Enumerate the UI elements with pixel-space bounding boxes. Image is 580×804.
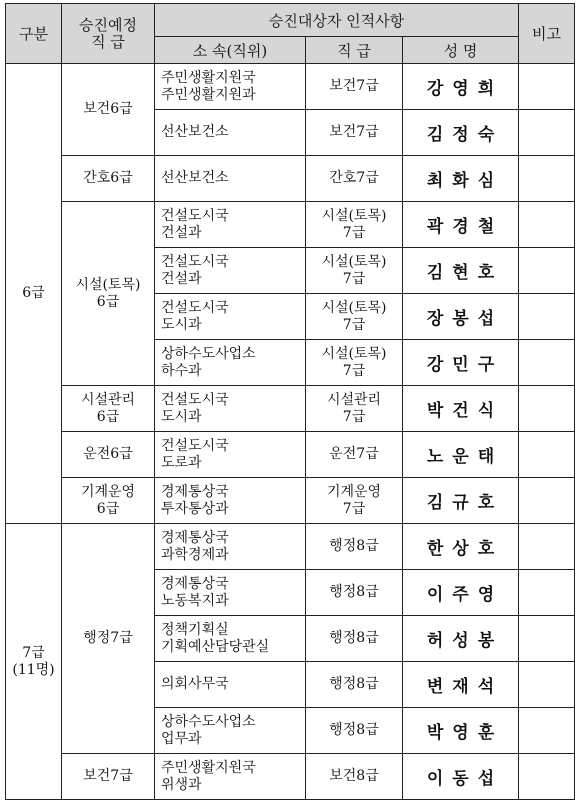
target-grade-line: 간호6급	[83, 170, 133, 186]
remarks-cell	[519, 570, 575, 616]
remarks-cell	[519, 478, 575, 524]
current-grade-line: 시설(토목)	[321, 253, 387, 270]
current-grade-line: 행정8급	[329, 630, 379, 646]
current-grade-line: 보건7급	[329, 78, 379, 94]
target-grade-cell	[62, 202, 155, 386]
remarks-cell	[519, 340, 575, 386]
header-remarks: 비고	[519, 4, 575, 64]
header-current-grade: 직 급	[306, 37, 403, 64]
affiliation-line: 경제통상국	[161, 529, 229, 546]
name-cell: 박영훈	[403, 708, 519, 754]
target-grade-line: 보건6급	[83, 101, 133, 117]
division-cell	[6, 64, 62, 524]
name-cell: 김규호	[403, 478, 519, 524]
promotion-candidates-table	[5, 3, 575, 800]
affiliation-cell	[155, 754, 306, 800]
name-cell: 이동섭	[403, 754, 519, 800]
target-grade-cell	[62, 432, 155, 478]
current-grade-line: 행정8급	[329, 722, 379, 738]
affiliation-line: 건설도시국	[161, 437, 229, 454]
current-grade-line: 시설(토목)	[321, 207, 387, 224]
affiliation-cell	[155, 202, 306, 248]
current-grade-cell	[306, 570, 403, 616]
header-target-grade-line1: 승진예정	[79, 15, 137, 34]
remarks-cell	[519, 64, 575, 110]
header-affiliation: 소 속(직위)	[155, 37, 306, 64]
affiliation-line: 상하수도사업소	[161, 345, 256, 362]
target-grade-line: 행정7급	[83, 630, 133, 646]
affiliation-cell	[155, 340, 306, 386]
name-cell: 강영희	[403, 64, 519, 110]
affiliation-cell	[155, 110, 306, 156]
remarks-cell	[519, 662, 575, 708]
current-grade-line: 행정8급	[329, 676, 379, 692]
affiliation-line: 하수과	[161, 362, 202, 379]
name-cell: 이주영	[403, 570, 519, 616]
current-grade-cell	[306, 432, 403, 478]
affiliation-cell	[155, 662, 306, 708]
affiliation-cell	[155, 386, 306, 432]
remarks-cell	[519, 386, 575, 432]
current-grade-cell	[306, 202, 403, 248]
remarks-cell	[519, 156, 575, 202]
current-grade-cell	[306, 708, 403, 754]
affiliation-cell	[155, 64, 306, 110]
current-grade-line: 보건7급	[329, 124, 379, 140]
name-cell: 박건식	[403, 386, 519, 432]
remarks-cell	[519, 524, 575, 570]
affiliation-cell	[155, 570, 306, 616]
name-cell: 최화심	[403, 156, 519, 202]
affiliation-line: 도시과	[161, 408, 202, 425]
name-cell: 한상호	[403, 524, 519, 570]
current-grade-cell	[306, 662, 403, 708]
current-grade-cell	[306, 340, 403, 386]
target-grade-cell	[62, 64, 155, 156]
affiliation-line: 경제통상국	[161, 575, 229, 592]
target-grade-line: 기계운영	[80, 483, 136, 500]
current-grade-line: 시설(토목)	[321, 345, 387, 362]
affiliation-line: 정책기획실	[161, 621, 229, 638]
table-row	[6, 386, 575, 432]
table-row	[6, 64, 575, 110]
affiliation-line: 선산보건소	[161, 124, 229, 140]
affiliation-line: 건설도시국	[161, 207, 229, 224]
affiliation-line: 건설과	[161, 224, 202, 241]
remarks-cell	[519, 202, 575, 248]
name-cell: 장봉섭	[403, 294, 519, 340]
current-grade-line: 시설(토목)	[321, 299, 387, 316]
current-grade-line: 운전7급	[329, 446, 379, 462]
target-grade-cell	[62, 156, 155, 202]
division-line: (11명)	[12, 661, 55, 678]
affiliation-line: 건설도시국	[161, 253, 229, 270]
remarks-cell	[519, 248, 575, 294]
current-grade-cell	[306, 64, 403, 110]
current-grade-cell	[306, 754, 403, 800]
affiliation-line: 투자통상과	[161, 500, 229, 517]
table-body	[6, 64, 575, 800]
affiliation-cell	[155, 478, 306, 524]
affiliation-line: 주민생활지원과	[161, 86, 256, 103]
target-grade-line: 6급	[96, 293, 120, 310]
current-grade-line: 7급	[342, 500, 366, 517]
current-grade-cell	[306, 110, 403, 156]
current-grade-cell	[306, 248, 403, 294]
current-grade-cell	[306, 524, 403, 570]
current-grade-cell	[306, 478, 403, 524]
current-grade-cell	[306, 294, 403, 340]
name-cell: 강민구	[403, 340, 519, 386]
table-row	[6, 202, 575, 248]
affiliation-line: 선산보건소	[161, 170, 229, 186]
current-grade-line: 보건8급	[329, 768, 379, 784]
table-row	[6, 478, 575, 524]
current-grade-line: 시설관리	[326, 391, 382, 408]
target-grade-line: 운전6급	[83, 446, 133, 462]
table-row	[6, 754, 575, 800]
affiliation-line: 상하수도사업소	[161, 713, 256, 730]
current-grade-line: 기계운영	[326, 483, 382, 500]
current-grade-line: 7급	[342, 270, 366, 287]
affiliation-line: 건설도시국	[161, 299, 229, 316]
affiliation-line: 위생과	[161, 776, 202, 793]
affiliation-line: 건설도시국	[161, 391, 229, 408]
remarks-cell	[519, 708, 575, 754]
affiliation-line: 과학경제과	[161, 546, 229, 563]
remarks-cell	[519, 110, 575, 156]
current-grade-line: 7급	[342, 316, 366, 333]
affiliation-line: 건설과	[161, 270, 202, 287]
name-cell: 김정숙	[403, 110, 519, 156]
table-row	[6, 156, 575, 202]
affiliation-line: 도로과	[161, 454, 202, 471]
name-cell: 변재석	[403, 662, 519, 708]
target-grade-line: 6급	[96, 500, 120, 517]
division-cell	[6, 524, 62, 800]
current-grade-line: 7급	[342, 408, 366, 425]
affiliation-cell	[155, 156, 306, 202]
table-row	[6, 524, 575, 570]
header-target-grade	[62, 4, 155, 64]
remarks-cell	[519, 432, 575, 478]
table-row	[6, 432, 575, 478]
remarks-cell	[519, 294, 575, 340]
name-cell: 김현호	[403, 248, 519, 294]
affiliation-line: 주민생활지원국	[161, 759, 256, 776]
affiliation-cell	[155, 432, 306, 478]
target-grade-cell	[62, 386, 155, 432]
header-candidate-info: 승진대상자 인적사항	[155, 4, 519, 37]
current-grade-line: 행정8급	[329, 584, 379, 600]
remarks-cell	[519, 754, 575, 800]
affiliation-line: 노동복지과	[161, 592, 229, 609]
affiliation-line: 주민생활지원국	[161, 69, 256, 86]
header-name: 성 명	[403, 37, 519, 64]
target-grade-line: 보건7급	[83, 768, 133, 784]
name-cell: 곽경철	[403, 202, 519, 248]
affiliation-line: 도시과	[161, 316, 202, 333]
affiliation-cell	[155, 708, 306, 754]
current-grade-line: 7급	[342, 362, 366, 379]
target-grade-cell	[62, 478, 155, 524]
division-line: 7급	[22, 644, 45, 661]
current-grade-cell	[306, 156, 403, 202]
remarks-cell	[519, 616, 575, 662]
affiliation-line: 의회사무국	[161, 676, 229, 692]
name-cell: 노운태	[403, 432, 519, 478]
target-grade-line: 시설(토목)	[75, 276, 141, 293]
affiliation-cell	[155, 616, 306, 662]
affiliation-line: 경제통상국	[161, 483, 229, 500]
target-grade-line: 6급	[96, 408, 120, 425]
current-grade-line: 간호7급	[329, 170, 379, 186]
division-line: 6급	[22, 285, 45, 301]
target-grade-line: 시설관리	[80, 391, 136, 408]
affiliation-line: 기획예산담당관실	[161, 638, 270, 655]
header-target-grade-line2: 직 급	[91, 32, 125, 51]
affiliation-line: 업무과	[161, 730, 202, 747]
target-grade-cell	[62, 754, 155, 800]
current-grade-line: 7급	[342, 224, 366, 241]
current-grade-line: 행정8급	[329, 538, 379, 554]
affiliation-cell	[155, 524, 306, 570]
affiliation-cell	[155, 248, 306, 294]
name-cell: 허성봉	[403, 616, 519, 662]
current-grade-cell	[306, 616, 403, 662]
target-grade-cell	[62, 524, 155, 754]
affiliation-cell	[155, 294, 306, 340]
current-grade-cell	[306, 386, 403, 432]
header-division: 구분	[6, 4, 62, 64]
